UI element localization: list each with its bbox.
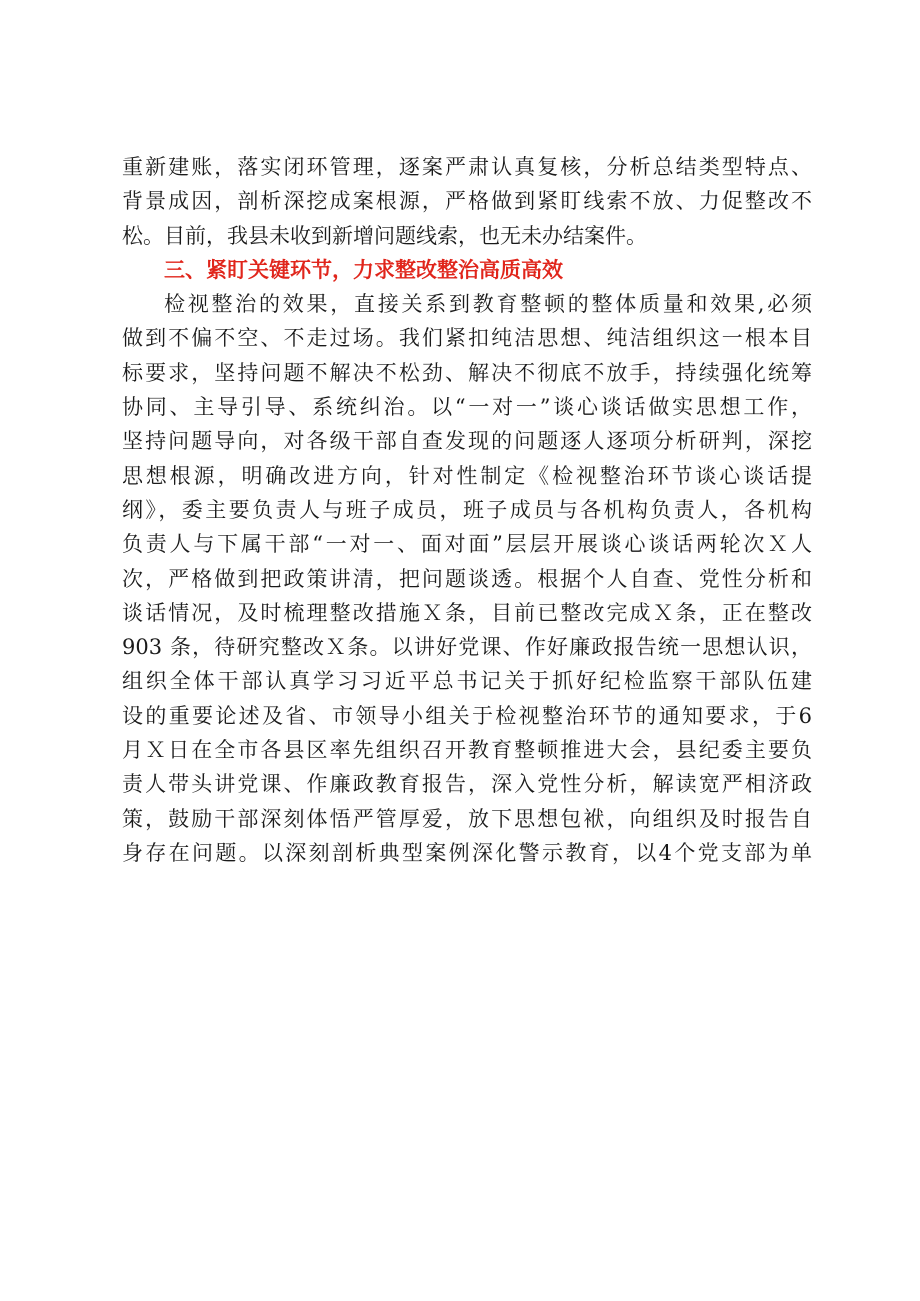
body-line: 身存在问题。以深刻剖析典型案例深化警示教育，以4个党支部为单	[122, 840, 812, 865]
body-line: 标要求，坚持问题不解决不松劲、解决不彻底不放手，持续强化统筹	[122, 360, 812, 385]
document-body	[122, 150, 812, 870]
body-line: 负责人与下属干部“一对一、面对面”层层开展谈心谈话两轮次Ｘ人	[122, 532, 812, 557]
body-line: 次，严格做到把政策讲清，把问题谈透。根据个人自查、党性分析和	[122, 566, 812, 591]
body-line: 策，鼓励干部深刻体悟严管厚爱，放下思想包袱，向组织及时报告自	[122, 806, 812, 831]
body-line: 协同、主导引导、系统纠治。以“一对一”谈心谈话做实思想工作，	[122, 395, 812, 420]
body-line: 思想根源，明确改进方向，针对性制定《检视整治环节谈心谈话提	[122, 463, 812, 488]
body-line: 月Ｘ日在全市各县区率先组织召开教育整顿推进大会，县纪委主要负	[122, 738, 812, 763]
body-line: 做到不偏不空、不走过场。我们紧扣纯洁思想、纯洁组织这一根本目	[122, 326, 812, 351]
body-line: 903 条，待研究整改Ｘ条。以讲好党课、作好廉政报告统一思想认识，	[122, 635, 812, 660]
body-line: 设的重要论述及省、市领导小组关于检视整治环节的通知要求，于6	[122, 703, 812, 728]
body-line: 坚持问题导向，对各级干部自查发现的问题逐人逐项分析研判，深挖	[122, 429, 812, 454]
body-line: 背景成因，剖析深挖成案根源，严格做到紧盯线索不放、力促整改不	[122, 189, 812, 214]
body-line: 纲》，委主要负责人与班子成员，班子成员与各机构负责人，各机构	[122, 497, 812, 522]
body-line: 重新建账，落实闭环管理，逐案严肃认真复核，分析总结类型特点、	[122, 155, 812, 179]
body-line: 责人带头讲党课、作廉政教育报告，深入党性分析，解读宽严相济政	[122, 772, 812, 797]
body-line: 组织全体干部认真学习习近平总书记关于抓好纪检监察干部队伍建	[122, 669, 812, 694]
body-line: 松。目前，我县未收到新增问题线索，也无未办结案件。	[122, 223, 647, 248]
body-line: 检视整治的效果，直接关系到教育整顿的整体质量和效果,必须	[164, 292, 812, 317]
section-heading: 三、紧盯关键环节，力求整改整治高质高效	[164, 257, 563, 282]
body-line: 谈话情况，及时梳理整改措施Ｘ条，目前已整改完成Ｘ条，正在整改	[122, 600, 812, 625]
